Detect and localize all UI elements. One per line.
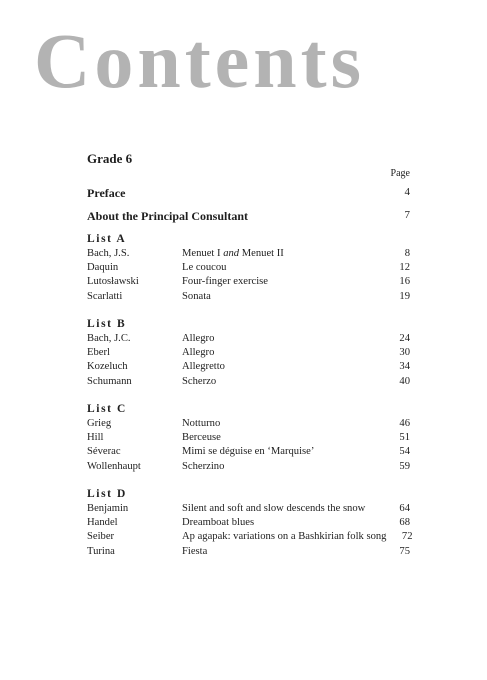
page-number: 59 xyxy=(399,460,410,472)
toc-entry[interactable] xyxy=(87,430,410,444)
grade-heading: Grade 6 xyxy=(87,151,133,166)
composer-name: Eberl xyxy=(87,347,110,359)
composer-name: Lutosławski xyxy=(87,276,139,288)
piece-title: Notturno xyxy=(182,417,221,429)
toc-about-consultant[interactable] xyxy=(87,209,410,224)
piece-title: Dreamboat blues xyxy=(182,517,255,529)
toc-entry[interactable] xyxy=(87,374,410,388)
list-c-title: List C xyxy=(87,403,127,415)
toc-entry[interactable] xyxy=(87,515,410,529)
composer-name: Scarlatti xyxy=(87,290,123,302)
page-number: 12 xyxy=(399,262,410,274)
page-number: 40 xyxy=(399,375,410,387)
composer-name: Séverac xyxy=(87,446,121,458)
page-number: 64 xyxy=(399,502,410,514)
piece-title: Allegro xyxy=(182,332,215,344)
composer-name: Benjamin xyxy=(87,502,129,514)
piece-title: Ap agapak: variations on a Bashkirian folk song xyxy=(182,531,387,543)
page-title: Contents xyxy=(34,17,366,104)
piece-title: Allegretto xyxy=(182,361,225,373)
toc-entry[interactable] xyxy=(87,459,410,473)
composer-name: Handel xyxy=(87,517,118,529)
piece-title: Sonata xyxy=(182,290,211,302)
toc-entry[interactable] xyxy=(87,445,410,459)
piece-title: Menuet I and Menuet II xyxy=(182,247,284,259)
page-column-header: Page xyxy=(390,168,410,179)
page-number: 46 xyxy=(399,417,410,429)
list-b-entries xyxy=(87,331,410,389)
piece-title: Mimi se déguise en ‘Marquise’ xyxy=(182,446,315,458)
list-a-title: List A xyxy=(87,233,127,245)
toc-entry[interactable] xyxy=(87,360,410,374)
list-c-entries xyxy=(87,416,410,474)
page-number: 68 xyxy=(399,517,410,529)
piece-title: Allegro xyxy=(182,347,215,359)
page-number: 19 xyxy=(399,290,410,302)
piece-title: Four-finger exercise xyxy=(182,276,268,288)
toc-preface[interactable] xyxy=(87,186,410,201)
list-b-title: List B xyxy=(87,318,127,330)
toc-entry[interactable] xyxy=(87,345,410,359)
composer-name: Turina xyxy=(87,545,115,557)
page-number: 75 xyxy=(399,545,410,557)
piece-title: Silent and soft and slow descends the snow xyxy=(182,502,366,514)
list-d-title: List D xyxy=(87,488,127,500)
page-number: 72 xyxy=(401,531,413,543)
piece-title: Le coucou xyxy=(182,262,227,274)
piece-title: Scherzino xyxy=(182,460,225,472)
page-number: 8 xyxy=(404,247,410,259)
toc-entry[interactable] xyxy=(87,275,410,289)
page-number: 51 xyxy=(399,432,410,444)
toc-section-page: 4 xyxy=(404,186,410,198)
piece-title: Scherzo xyxy=(182,375,217,387)
composer-name: Kozeluch xyxy=(87,361,128,373)
composer-name: Bach, J.C. xyxy=(87,332,131,344)
list-d-entries xyxy=(87,501,413,559)
composer-name: Wollenhaupt xyxy=(87,460,141,472)
composer-name: Grieg xyxy=(87,417,112,429)
list-a-entries xyxy=(87,246,410,304)
composer-name: Daquin xyxy=(87,262,119,274)
page-number: 24 xyxy=(399,332,410,344)
composer-name: Hill xyxy=(87,432,104,444)
page-number: 16 xyxy=(399,276,410,288)
toc-entry[interactable] xyxy=(87,331,410,345)
toc-section-label: About the Principal Consultant xyxy=(87,209,249,223)
toc-section-page: 7 xyxy=(404,209,410,221)
page-number: 34 xyxy=(399,361,410,373)
composer-name: Seiber xyxy=(87,531,115,543)
toc-entry[interactable] xyxy=(87,544,410,558)
toc-entry[interactable] xyxy=(87,416,410,430)
toc-entry[interactable] xyxy=(87,530,413,544)
toc-entry[interactable] xyxy=(87,501,410,515)
composer-name: Bach, J.S. xyxy=(87,247,130,259)
composer-name: Schumann xyxy=(87,375,132,387)
toc-section-label: Preface xyxy=(87,186,126,200)
page-number: 30 xyxy=(399,347,410,359)
piece-title: Berceuse xyxy=(182,432,221,444)
toc-entry[interactable] xyxy=(87,289,410,303)
toc-entry[interactable] xyxy=(87,260,410,274)
toc-entry[interactable] xyxy=(87,246,410,260)
piece-title: Fiesta xyxy=(182,545,208,557)
page-number: 54 xyxy=(399,446,410,458)
